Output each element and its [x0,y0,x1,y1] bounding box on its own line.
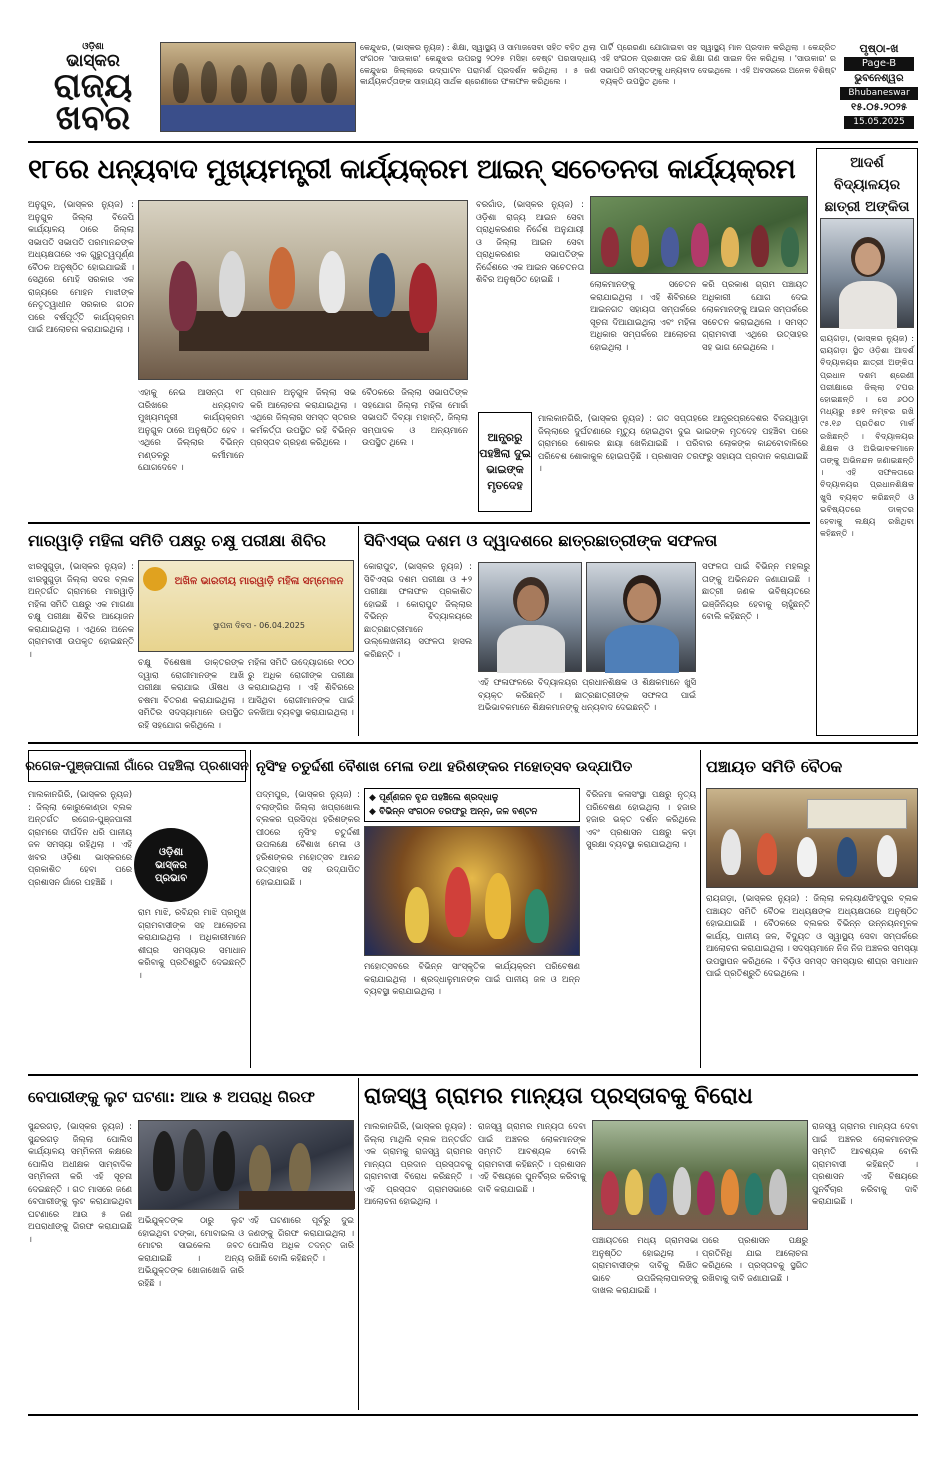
story-robbery-col3: ଏହି ଘଟଣାରେ ପୂର୍ବରୁ ଦୁଇ ଜଣଙ୍କୁ ଗିରଫ କରାଯାଇଥିଲା । ପୋଲିସ ଅଧିକ ତଦନ୍ତ ଜାରି ରଖିଛି ବୋଲି କହିଛନ୍ତି । [248,1215,354,1263]
story-revenue-col1: ମାଲକାନଗିରି, (ଭାସ୍କର ନ୍ୟୁଜ) : ଜିଲ୍ଲା ମାଥିଲି ବ୍ଲକ ଅନ୍ତର୍ଗତ ଏକ ଗ୍ରାମକୁ ରାଜସ୍ୱ ଗ୍ରାମର ମାନ୍ୟତା ପ୍ରଦାନ ପ୍ରସ୍ତାବକୁ ଗ୍ରାମବାସୀ ବିରୋଧ କରିଛନ୍ତି । ଏହି ପ୍ରସ୍ତାବ ଗ୍ରାମସଭାରେ ଆଲୋଚନା ହୋଇଥିଲା । [364,1121,472,1206]
story-raghu-col2: ରାମ ମାଝି, ରବିନ୍ଦ୍ର ମାଝି ପ୍ରମୁଖ ଗ୍ରାମବାସୀଙ୍କ ସହ ଆଲୋଚନା କରାଯାଇଥିଲା । ଅଧିକାରୀମାନେ ଶୀଘ୍ର ସମସ୍ୟାର ସମାଧାନ କରିବାକୁ ପ୍ରତିଶ୍ରୁତି ଦେଇଛନ୍ତି । [138,907,246,980]
page-info-box [840,42,918,134]
nrusingha-bullets [364,788,580,822]
side-story-body: ରାୟଗଡ଼ା, (ଭାସ୍କର ନ୍ୟୁଜ) : ରାୟଗଡ଼ା ସ୍ଥିତ ଓଡ଼ିଶା ଆଦର୍ଶ ବିଦ୍ୟାଳୟର ଛାତ୍ରୀ ଅଙ୍କିତା ପ୍ରଧାନ ଦଶମ ଶ୍ରେଣୀ ପରୀକ୍ଷାରେ ଜିଲ୍ଲା ଟପର ହୋଇଛନ୍ତି । ସେ ୬୦୦ ମଧ୍ୟରୁ ୫୭୧ ନମ୍ବର ରଖି ୯୫.୧୬ ପ୍ରତିଶତ ମାର୍କ ରଖିଛନ୍ତି । ବିଦ୍ୟାଳୟର ଶିକ୍ଷକ ଓ ଅଭିଭାବକମାନେ ତାଙ୍କୁ ଅଭିନନ୍ଦନ ଜଣାଇଛନ୍ତି । ଏହି ସଫଳତାରେ ବିଦ୍ୟାଳୟର ପ୍ରଧାନଶିକ୍ଷକ ଖୁସି ବ୍ୟକ୍ତ କରିଛନ୍ତି ଓ ଭବିଷ୍ୟତରେ ଡାକ୍ତର ହେବାକୁ ଲକ୍ଷ୍ୟ ରଖିଥିବା କହିଛନ୍ତି । [820,333,914,539]
story-legal-photo [590,196,808,274]
inset-headline: ଆନ୍ଧ୍ରରୁ ପହଞ୍ଚିଲା ଦୁଇ ଭାଇଙ୍କ ମୃତଦେହ [479,431,531,492]
bullet-2: ◆ ବିଭିନ୍ନ ସଂଗଠନ ତରଫରୁ ଅନ୍ନ, ଜଳ ବଣ୍ଟନ [369,807,538,817]
divider [358,1078,359,1410]
section-title-line1: ରାଜ୍ୟ [53,66,133,106]
divider [28,1074,918,1076]
banner-title: ଅଖିଳ ଭାରତୀୟ ମାରୱାଡ଼ି ମହିଳା ସମ୍ମେଳନ [174,576,344,587]
story-cm-photo [138,200,468,380]
story-cm-col4: ବୈଠକରେ ଜିଲ୍ଲା ସଭାପତିଙ୍କ ସହଯୋଗ ଜିଲ୍ଲା ମହିଳା ମୋର୍ଚ୍ଚା ସଭାପତି ଦିବ୍ୟା ମହାନ୍ତି, ଜିଲ୍ଲା ସମ୍ପାଦକ ଓ ଅନ୍ୟମାନେ ଉପସ୍ଥିତ ଥିଲେ । [362,387,468,447]
divider [700,750,701,1068]
top-story-right: ପାର୍ଟି ପ୍ରେରଣା ଯୋଗାଇବା ସହ ସ୍ୱାସ୍ଥ୍ୟ ମାନ ପ୍ରଦାନ କରିଥିଲା । କେନ୍ଦ୍ରିତ ଏହି ସଂଗଠନ ପ୍ରଶାସନ ଉଚ୍ଚ ଶିକ୍ଷା ଗଣ ସାଇନ ଦିନ କରିଥିଲା । 'ସାଉକାର' ର ସଭାପତି ସମସ୍ତଙ୍କୁ ଧନ୍ୟବାଦ ଦେଇଥିଲେ । ଏହି ଅବସରରେ ଅନେକ ବିଶିଷ୍ଟ ବ୍ୟକ୍ତି ଉପସ୍ଥିତ ଥିଲେ । [600,43,836,86]
date-odia: ୧୫.୦୫.୨୦୨୫ [851,102,907,113]
side-story-box [816,148,918,736]
story-panchayat-body: ରାୟଗଡ଼ା, (ଭାସ୍କର ନ୍ୟୁଜ) : ଜିଲ୍ଲା କଲ୍ୟାଣସିଂହପୁର ବ୍ଲକ ପଞ୍ଚାୟତ ସମିତି ବୈଠକ ଅଧ୍ୟକ୍ଷଙ୍କ ଅଧ୍ୟକ୍ଷତାରେ ଅନୁଷ୍ଠିତ ହୋଇଯାଇଛି । ବୈଠକରେ ବ୍ଲକର ବିଭିନ୍ନ ଉନ୍ନୟନମୂଳକ କାର୍ଯ୍ୟ, ପାନୀୟ ଜଳ, ବିଦ୍ୟୁତ ଓ ସ୍ୱାସ୍ଥ୍ୟ ସେବା ସମ୍ପର୍କରେ ଆଲୋଚନା କରାଯାଇଥିଲା । ସଦସ୍ୟମାନେ ନିଜ ନିଜ ଅଞ୍ଚଳର ସମସ୍ୟା ଉପସ୍ଥାପନ କରିଥିଲେ । ବିଡ଼ିଓ ସମସ୍ତ ସମସ୍ୟାର ଶୀଘ୍ର ସମାଧାନ ପାଇଁ ପ୍ରତିଶ୍ରୁତି ଦେଇଥିଲେ । [706,893,918,978]
story-andhra: ମାଲକାନଗିରି, (ଭାସ୍କର ନ୍ୟୁଜ) : ଗତ ସପ୍ତାହରେ ଆନ୍ଧ୍ରପ୍ରଦେଶର ବିଜୟୱାଡ଼ା ଜିଲ୍ଲାରେ ଦୁର୍ଘଟଣାରେ ମୃତ୍ୟୁ ହୋଇଥିବା ଦୁଇ ଭାଇଙ୍କ ମୃତଦେହ ପହଞ୍ଚିବା ପରେ ଗ୍ରାମରେ ଶୋକର ଛାୟା ଖେଳିଯାଇଛି । ପରିବାର ଲୋକଙ୍କ କାନ୍ଦବୋବାଳିରେ ପରିବେଶ ଶୋକାକୁଳ ହୋଇପଡ଼ିଛି । ପ୍ରଶାସନ ତରଫରୁ ସହାୟତା ପ୍ରଦାନ କରାଯାଇଛି । [538,413,808,473]
section-title-line2: ଖବର [55,98,131,138]
page-number: Page-B [844,57,914,71]
story-revenue-col3: ପଞ୍ଚାୟତରେ ମଧ୍ୟ ଗ୍ରାମସଭା ଅନୁଷ୍ଠିତ ହୋଇଥିଲା । ଗ୍ରାମବାସୀଙ୍କ ଦାବିକୁ ଲିଖିତ ଭାବେ ଉପଜିଲ୍ଲାପାଳଙ୍କୁ ଦାଖଲ କରାଯାଇଛି । [592,1235,698,1295]
divider [28,522,810,524]
divider [250,750,251,1068]
story-eye-col1: ଝାରସୁଗୁଡ଼ା, (ଭାସ୍କର ନ୍ୟୁଜ) : ଝାରସୁଗୁଡ଼ା ଜିଲ୍ଲା ସଦର ବ୍ଲକ ଅନ୍ତର୍ଗତ ଗ୍ରାମରେ ମାରୱାଡ଼ି ମହିଳା ସମିତି ପକ୍ଷରୁ ଏକ ମାଗଣା ଚକ୍ଷୁ ପରୀକ୍ଷା ଶିବିର ଆୟୋଜନ କରାଯାଇଥିଲା । ଏଥିରେ ଅନେକ ଗ୍ରାମବାସୀ ଉପକୃତ ହୋଇଛନ୍ତି । [28,561,134,659]
divider [358,526,359,736]
top-photo [160,42,356,132]
banner-date: ସ୍ଥାପନା ଦିବସ - 06.04.2025 [213,621,305,630]
story-panchayat-photo [706,788,918,888]
story-robbery-headline: ବେପାରୀଙ୍କୁ ଲୁଟ ଘଟଣା: ଆଉ ୫ ଅପରାଧି ଗିରଫ [28,1088,315,1106]
story-eye-col2: ଚକ୍ଷୁ ବିଶେଷଜ୍ଞ ଡାକ୍ତରଙ୍କ ଦ୍ୱାରା ରୋଗୀମାନଙ୍କ ଆଖି ପରୀକ୍ଷା କରାଯାଇ ଔଷଧ ଓ ଚଷମା ବିତରଣ କରାଯାଇଥିଲା । ସମିତିର ସଦସ୍ୟାମାନେ ଉପସ୍ଥିତ ରହି ସହଯୋଗ କରିଥିଲେ । [138,657,244,730]
story-nrusingha-col2: ମହୋତ୍ସବରେ ବିଭିନ୍ନ ସାଂସ୍କୃତିକ କାର୍ଯ୍ୟକ୍ରମ ପରିବେଷଣ କରାଯାଇଥିଲା । ଶ୍ରଦ୍ଧାଳୁମାନଙ୍କ ପାଇଁ ପାନୀୟ ଜଳ ଓ ଅନ୍ନ ବ୍ୟବସ୍ଥା କରାଯାଇଥିଲା । [364,961,580,996]
story-robbery-col1: ସୁନ୍ଦରଗଡ଼, (ଭାସ୍କର ନ୍ୟୁଜ) : ସୁନ୍ଦରଗଡ଼ ଜିଲ୍ଲା ପୋଲିସ କାର୍ଯ୍ୟାଳୟ ସମ୍ମିଳନୀ କକ୍ଷରେ ପୋଲିସ ଅଧୀକ୍ଷକ ସାମ୍ବାଦିକ ସମ୍ମିଳନୀ କରି ଏହି ସୂଚନା ଦେଇଛନ୍ତି । ଗତ ମାସରେ ଜଣେ ବେପାରୀଙ୍କୁ ଲୁଟ କରାଯାଇଥିବା ଘଟଣାରେ ଆଉ ୫ ଜଣ ଅପରାଧୀଙ୍କୁ ଗିରଫ କରାଯାଇଛି । [28,1121,132,1244]
city-name: Bhubaneswar [840,87,918,100]
story-raghu-headline-box [25,750,249,782]
story-cbse-headline: ସିବିଏସ୍‌ଇ ଦଶମ ଓ ଦ୍ୱାଦଶରେ ଛାତ୍ରଛାତ୍ରୀଙ୍କ ସଫଳତା [364,531,718,550]
story-nrusingha-headline: ନୃସିଂହ ଚତୁର୍ଦ୍ଦଶୀ ବୈଶାଖ ମେଳା ତଥା ହରିଶଙ୍କର ମହୋତ୍ସବ ଉଦ୍‌ଯାପିତ [256,759,633,775]
story-revenue-col5: ରାଜସ୍ୱ ଗ୍ରାମର ମାନ୍ୟତା ଦେବା ପାଇଁ ଅଞ୍ଚଳର ଲୋକମାନଙ୍କ ସମ୍ମତି ଆବଶ୍ୟକ ବୋଲି ଗ୍ରାମବାସୀ କହିଛନ୍ତି । ପ୍ରଶାସନ ଏହି ବିଷୟରେ ପୁନର୍ବିଚାର କରିବାକୁ ଦାବି କରାଯାଇଛି । [812,1121,918,1206]
divider [28,742,918,744]
bullet-1: ◆ ପୂର୍ଣ୍ଣଜନ ବୃନ୍ଦ ପହଞ୍ଚିଲେ ଶ୍ରଦ୍ଧାଳୁ [369,793,499,803]
story-raghu-headline: ରଗେଜ-ପୁଞ୍ଜପାଲୀ ଗାଁରେ ପହଞ୍ଚିଲା ପ୍ରଶାସନ [25,758,249,774]
story-cm-col3: ପ୍ରଧାନ ଅନୁଗୁଳ ଜିଲ୍ଲା ସଭ କରି ଆଲୋଚନା କରାଯାଇଥିଲା । ଏଥିରେ ଜିଲ୍ଲାର ସମସ୍ତ ସ୍ତରର କର୍ମକର୍ତ୍ତା ଉପସ୍ଥିତ ରହି ବିଭିନ୍ନ ପ୍ରସ୍ତାବ ଗ୍ରହଣ କରିଥିଲେ । [250,387,356,447]
story-revenue-col2: ରାଜସ୍ୱ ଗ୍ରାମର ମାନ୍ୟତା ଦେବା ପାଇଁ ଅଞ୍ଚଳର ଲୋକମାନଙ୍କ ସମ୍ମତି ଆବଶ୍ୟକ ବୋଲି ଗ୍ରାମବାସୀ କହିଛନ୍ତି । ପ୍ରଶାସନ ଏହି ବିଷୟରେ ପୁନର୍ବିଚାର କରିବାକୁ ଦାବି କରାଯାଇଛି । [478,1121,586,1194]
story-cbse-col2: ଏହି ଫଳାଫଳରେ ବିଦ୍ୟାଳୟର ପ୍ରଧାନଶିକ୍ଷକ ଓ ଶିକ୍ଷକମାନେ ଖୁସି ବ୍ୟକ୍ତ କରିଛନ୍ତି । ଛାତ୍ରଛାତ୍ରୀଙ୍କ ସଫଳତା ପାଇଁ ଅଭିଭାବକମାନେ ଶିକ୍ଷକମାନଙ୍କୁ ଧନ୍ୟବାଦ ଦେଇଛନ୍ତି । [478,677,696,712]
story-legal-col1: ବରଗାଁଡ, (ଭାସ୍କର ନ୍ୟୁଜ) : ଓଡ଼ିଶା ରାଜ୍ୟ ଆଇନ ସେବା ପ୍ରାଧିକରଣର ନିର୍ଦ୍ଦେଶ ଅନୁଯାୟୀ ଓ ଜିଲ୍ଲା ଆଇନ ସେବା ପ୍ରାଧିକରଣର ସଭାପତିଙ୍କ ନିର୍ଦ୍ଦେଶରେ ଏକ ଆଇନ ସଚେତନତା ଶିବିର ଅନୁଷ୍ଠିତ ହୋଇଛି । [476,199,584,284]
topper-photo [820,218,914,328]
student-photo-1 [478,562,582,672]
story-nrusingha-col3: ବିରିଜମା କଳାସଂସ୍ଥା ପକ୍ଷରୁ ନୃତ୍ୟ ପରିବେଷଣ ହୋଇଥିଲା । ହଜାର ହଜାର ଭକ୍ତ ଦର୍ଶନ କରିଥିଲେ ଏବଂ ପ୍ରଶାସନ ପକ୍ଷରୁ କଡ଼ା ସୁରକ୍ଷା ବ୍ୟବସ୍ଥା କରାଯାଇଥିଲା । [586,789,696,849]
story-cbse-col3: ସଫଳତା ପାଇଁ ବିଭିନ୍ନ ମହଲରୁ ତାଙ୍କୁ ଅଭିନନ୍ଦନ ଜଣାଯାଇଛି । ଛାତ୍ରୀ ଜଣକ ଭବିଷ୍ୟତରେ ଇଞ୍ଜିନିୟର ହେବାକୁ ଚାହୁଁଛନ୍ତି ବୋଲି କହିଛନ୍ତି । [702,561,810,621]
story-legal-col3: କରି ପ୍ରକାଶ ଗ୍ରାମ ପଞ୍ଚାୟତ ଅଧିକାରୀ ଯୋଗ ଦେଇ ଲୋକମାନଙ୍କୁ ଆଇନ ସମ୍ପର୍କରେ ସଚେତନ କରାଇଥିଲେ । ସମସ୍ତ ଗ୍ରାମବାସୀ ଏଥିରେ ଉତ୍ସାହର ସହ ଭାଗ ନେଇଥିଲେ । [702,279,808,352]
page-number-odia: ପୃଷ୍ଠା-ଖ [859,42,899,55]
divider [28,1414,918,1416]
divider [28,141,918,143]
inset-box [478,412,532,512]
impact-line3: ପ୍ରଭାବ [154,872,188,884]
story-cm-col2: ଏହାକୁ ନେଇ ଆସନ୍ତା ୧୮ ତାରିଖରେ ଧନ୍ୟବାଦ ମୁଖ୍ୟମନ୍ତ୍ରୀ କାର୍ଯ୍ୟକ୍ରମ ଅନୁଗୁଳ ଠାରେ ଅନୁଷ୍ଠିତ ହେବ । ଏଥିରେ ଜିଲ୍ଲାର ବିଭିନ୍ନ ମଣ୍ଡଳରୁ କର୍ମୀମାନେ ଯୋଗଦେବେ । [138,387,244,472]
city-odia: ଭୁବନେଶ୍ୱର [854,73,904,84]
paper-logo: ଭାସ୍କର [66,51,120,71]
student-photo-2 [586,562,696,672]
story-eye-banner-photo [138,560,354,652]
impact-line2: ଭାସ୍କର [155,859,187,871]
masthead [28,42,158,138]
impact-line1: ଓଡ଼ିଶା [158,846,184,858]
story-cbse-col1: କୋରାପୁଟ, (ଭାସ୍କର ନ୍ୟୁଜ) : ସିବିଏସ୍‌ଇ ଦଶମ ପରୀକ୍ଷା ଓ +୨ ପରୀକ୍ଷା ଫଳାଫଳ ପ୍ରକାଶିତ ହୋଇଛି । କୋରାପୁଟ ଜିଲ୍ଲାର ବିଭିନ୍ନ ବିଦ୍ୟାଳୟରେ ଛାତ୍ରଛାତ୍ରୀମାନେ ଉଲ୍ଲେଖନୀୟ ସଫଳତା ହାସଲ କରିଛନ୍ତି । [364,561,472,659]
story-revenue-col4: ପରେ ପ୍ରଶାସନ ପକ୍ଷରୁ ପ୍ରତିନିଧି ଯାଇ ଆଲୋଚନା କରିଥିଲେ । ପ୍ରସ୍ତାବକୁ ସ୍ଥଗିତ ରଖିବାକୁ ଦାବି ଜଣାଯାଇଛି । [702,1235,808,1283]
paper-name: ଓଡ଼ିଶା [82,42,104,52]
side-story-headline: ଆଦର୍ଶ ବିଦ୍ୟାଳୟର ଛାତ୍ରୀ ଅଙ୍କିତା [824,155,910,215]
story-cm-col1: ଅନୁଗୁଳ, (ଭାସ୍କର ନ୍ୟୁଜ) : ଅନୁଗୁଳ ଜିଲ୍ଲା ବିଜେପି କାର୍ଯ୍ୟାଳୟ ଠାରେ ଜିଲ୍ଲା ସଭାପତି ସଭାପତି ପରମାନନ୍ଦଙ୍କ ଅଧ୍ୟକ୍ଷତାରେ ଏକ ଗୁରୁତ୍ୱପୂର୍ଣ୍ଣ ବୈଠକ ଅନୁଷ୍ଠିତ ହୋଇଯାଇଛି । ସେଥିରେ ମୋହି ସରକାର ଏକ ରାଜ୍ୟରେ ମୋହନ ମାଝୀଙ୍କ ନେତୃତ୍ୱାଧୀନ ସରକାର ଗଠନ ପରେ ବର୍ଷପୂର୍ତ୍ତି କାର୍ଯ୍ୟକ୍ରମ ପାଇଁ ଆଲୋଚନା କରାଯାଇଥିଲା । [28,199,134,334]
impact-badge [134,828,208,902]
story-eye-col3: ମହିଳା ସମିତି ଉଦ୍ୟୋଗରେ ୧୦୦ ରୁ ଅଧିକ ରୋଗୀଙ୍କ ପରୀକ୍ଷା କରାଯାଇଥିଲା । ଏହି ଶିବିରରେ ଆସିଥିବା ରୋଗୀମାନଙ୍କ ପାଇଁ ଜଳଖିଆ ବ୍ୟବସ୍ଥା କରାଯାଇଥିଲା । [248,657,354,717]
story-nrusingha-photo [364,826,580,956]
story-robbery-col2: ଅଭିଯୁକ୍ତଙ୍କ ଠାରୁ ଲୁଟ ହୋଇଥିବା ଟଙ୍କା, ମୋବାଇଲ ଓ ମୋଟର ସାଇକେଲ ଜବତ କରାଯାଇଛି । ଅନ୍ୟ ଅଭିଯୁକ୍ତଙ୍କ ଖୋଜାଖୋଜି ଜାରି ରହିଛି । [138,1215,244,1288]
story-revenue-headline: ରାଜସ୍ୱ ଗ୍ରାମର ମାନ୍ୟତା ପ୍ରସ୍ତାବକୁ ବିରୋଧ [364,1084,753,1109]
story-robbery-photo [138,1120,354,1210]
story-eye-headline: ମାରୱାଡ଼ି ମହିଳା ସମିତି ପକ୍ଷରୁ ଚକ୍ଷୁ ପରୀକ୍ଷା ଶିବିର [28,531,326,550]
story-raghu-col1: ମାଲକାନଗିରି, (ଭାସ୍କର ନ୍ୟୁଜ) : ଜିଲ୍ଲା କୋରୁକୋଣ୍ଡା ବ୍ଲକ ଅନ୍ତର୍ଗତ ରଗେଜ-ପୁଞ୍ଜପାଲୀ ଗ୍ରାମରେ ଦୀର୍ଘଦିନ ଧରି ପାନୀୟ ଜଳ ସମସ୍ୟା ରହିଥିଲା । ଏହି ଖବର ଓଡ଼ିଶା ଭାସ୍କରରେ ପ୍ରକାଶିତ ହେବା ପରେ ପ୍ରଶାସନ ଗାଁରେ ପହଞ୍ଚିଛି । [28,789,132,887]
story-revenue-photo [592,1120,808,1230]
top-story-left: କେନ୍ଦୁଝର, (ଭାସ୍କର ନ୍ୟୁଜ) : ଶିକ୍ଷା, ସ୍ୱାସ୍ଥ୍ୟ ଓ ସାମାଜସେବା ସହିତ ବହିତ ଥିଲା ସଂଗଠନ 'ସାଉକାର' କେନ୍ଦୁଝର ଉପରସ୍ଥ ୨୦୨୫ ମସିହା ବେଷ୍ଟ ପରସାଦ୍ଧାୟ କେନ୍ଦୁଝର ଜିଲ୍ଲାରେ ଉଦ୍‌ଘାଟନ ପରାମର୍ଶ ପ୍ରଦର୍ଶନ କରିଥିଲା । ୫ ଜଣ କାର୍ଯ୍ୟକର୍ତ୍ତାଙ୍କ ସାହାଯ୍ୟ ସାର୍ଥକ ଶ୍ରେଣୀରେ ଫଳାଫଳ କରିଥିଲେ । [360,43,596,86]
story-panchayat-headline: ପଞ୍ଚାୟତ ସମିତି ବୈଠକ [706,757,843,776]
date: 15.05.2025 [844,116,914,129]
story-legal-col2: ଲୋକମାନଙ୍କୁ ସଚେତନ କରାଯାଇଥିଲା । ଏହି ଶିବିରରେ ଆଇନଗତ ସହାୟତା ସମ୍ପର୍କରେ ସୂଚନା ଦିଆଯାଇଥିଲା ଏବଂ ମହିଳା ଅଧିକାର ସମ୍ପର୍କରେ ଆଲୋଚନା ହୋଇଥିଲା । [590,279,696,352]
story-nrusingha-col1: ପଦ୍ମପୁର, (ଭାସ୍କର ନ୍ୟୁଜ) : ବଲାଙ୍ଗିର ଜିଲ୍ଲା ଖପ୍ରାଖୋଲ ବ୍ଲକର ପ୍ରସିଦ୍ଧ ହରିଶଙ୍କର ପୀଠରେ ନୃସିଂହ ଚତୁର୍ଦ୍ଦଶୀ ଉପଲକ୍ଷେ ବୈଶାଖ ମେଳା ଓ ହରିଶଙ୍କର ମହୋତ୍ସବ ଆନନ୍ଦ ଉତ୍ସାହର ସହ ଉଦ୍‌ଯାପିତ ହୋଇଯାଇଛି । [256,789,360,887]
headline-main: ୧୮ରେ ଧନ୍ୟବାଦ ମୁଖ୍ୟମନ୍ତ୍ରୀ କାର୍ଯ୍ୟକ୍ରମ ଆଇନ୍ ସଚେତନତା କାର୍ଯ୍ୟକ୍ରମ [28,154,796,185]
